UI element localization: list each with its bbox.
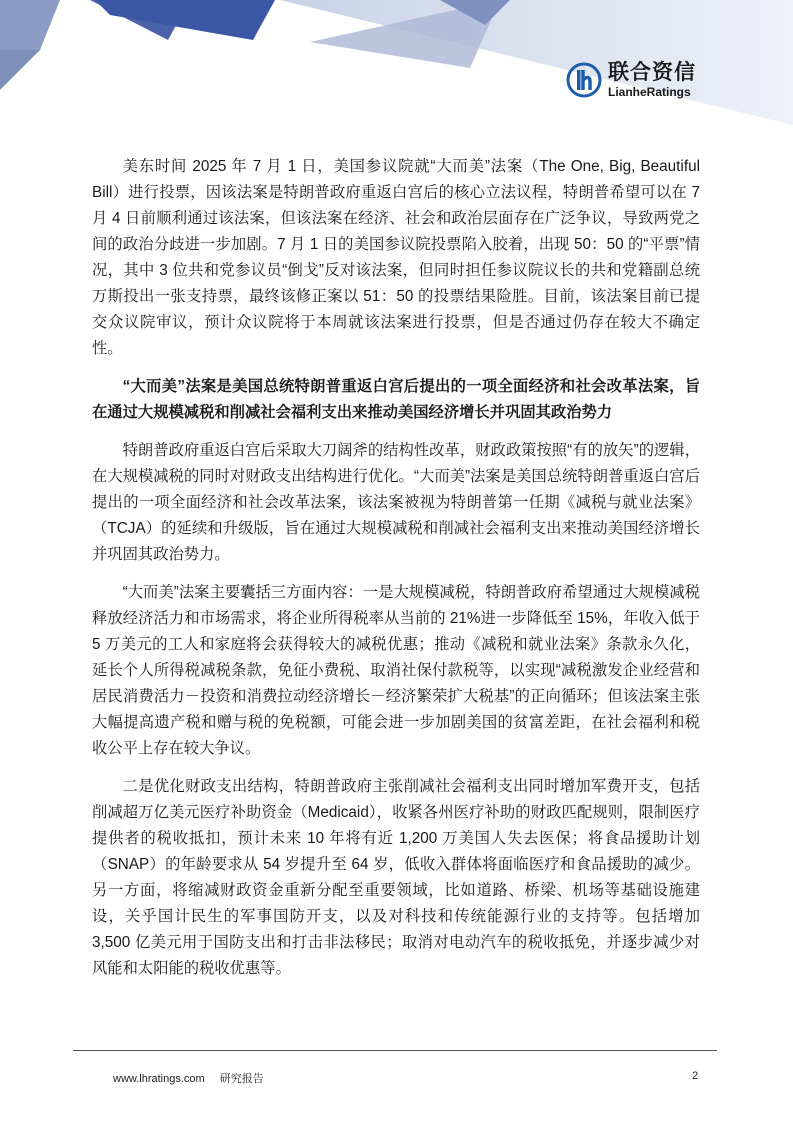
body-paragraph: “大而美”法案主要囊括三方面内容：一是大规模减税，特朗普政府希望通过大规模减税释放经济活力和市场需求，将企业所得税率从当前的 21%进一步降低至 15%，年收入低于 5 万美元的工人和家庭将会获得较大的减税优惠；推动《减税和就业法案》条款永久化，延长个人所得税减税条款，免征小费税、取消社保付款税等，以实现“减税激发企业经营和居民消费活力－投资和消费拉动经济增长－经济繁荣扩大税基”的正向循环；但该法案主张大幅提高遗产税和赠与税的免税额，可能会进一步加剧美国的贫富差距，在社会福利和税收公平上存在较大争议。: [92, 584, 700, 757]
body-paragraph: 二是优化财政支出结构，特朗普政府主张削减社会福利支出同时增加军费开支，包括削减超万亿美元医疗补助资金（Medicaid），收紧各州医疗补助的财政匹配规则，限制医疗提供者的税收抵扣，预计未来 10 年将有近 1,200 万美国人失去医保；将食品援助计划（SNAP）的年龄要求从 54 岁提升至 64 岁，低收入群体将面临医疗和食品援助的减少。另一方面，将缩减财政资金重新分配至重要领域，比如道路、桥梁、机场等基础设施建设，关乎国计民生的军事国防开支，以及对科技和传统能源行业的支持等。包括增加 3,500 亿美元用于国防支出和打击非法移民；取消对电动汽车的税收抵免，并逐步减少对风能和太阳能的税收优惠等。: [92, 778, 700, 977]
document-body: [92, 154, 700, 994]
logo-english-name: LianheRatings: [608, 85, 691, 99]
section-heading: “大而美”法案是美国总统特朗普重返白宫后提出的一项全面经济和社会改革法案，旨在通过大规模减税和削减社会福利支出来推动美国经济增长并巩固其政治势力: [92, 378, 700, 421]
body-paragraph: 特朗普政府重返白宫后采取大刀阔斧的结构性改革，财政政策按照“有的放矢”的逻辑，在大规模减税的同时对财政支出结构进行优化。“大而美”法案是美国总统特朗普重返白宫后提出的一项全面经济和社会改革法案，该法案被视为特朗普第一任期《减税与就业法案》（TCJA）的延续和升级版，旨在通过大规模减税和削减社会福利支出来推动美国经济增长并巩固其政治势力。: [92, 442, 700, 563]
page-number: 2: [692, 1070, 699, 1082]
footer-info: [113, 1070, 276, 1086]
lianhe-ratings-logo: [566, 62, 696, 98]
logo-mark-icon: [566, 62, 602, 98]
footer-divider: [73, 1050, 717, 1051]
footer-website-link[interactable]: www.lhratings.com: [113, 1073, 205, 1085]
body-paragraph: 美东时间 2025 年 7 月 1 日，美国参议院就“大而美”法案（The One, Big, Beautiful Bill）进行投票，因该法案是特朗普政府重返白宫后的核心立法议程，特朗普希望可以在 7 月 4 日前顺利通过该法案，但该法案在经济、社会和政治层面存在广泛争议，导致两党之间的政治分歧进一步加剧。7 月 1 日的美国参议院投票陷入胶着，出现 50：50 的“平票”情况，其中 3 位共和党参议员“倒戈”反对该法案，但同时担任参议院议长的共和党籍副总统万斯投出一张支持票，最终该修正案以 51：50 的投票结果险胜。目前，该法案目前已提交众议院审议，预计众议院将于本周就该法案进行投票，但是否通过仍存在较大不确定性。: [92, 158, 700, 357]
footer-report-label: 研究报告: [219, 1073, 264, 1085]
logo-chinese-name: 联合资信: [608, 61, 696, 84]
